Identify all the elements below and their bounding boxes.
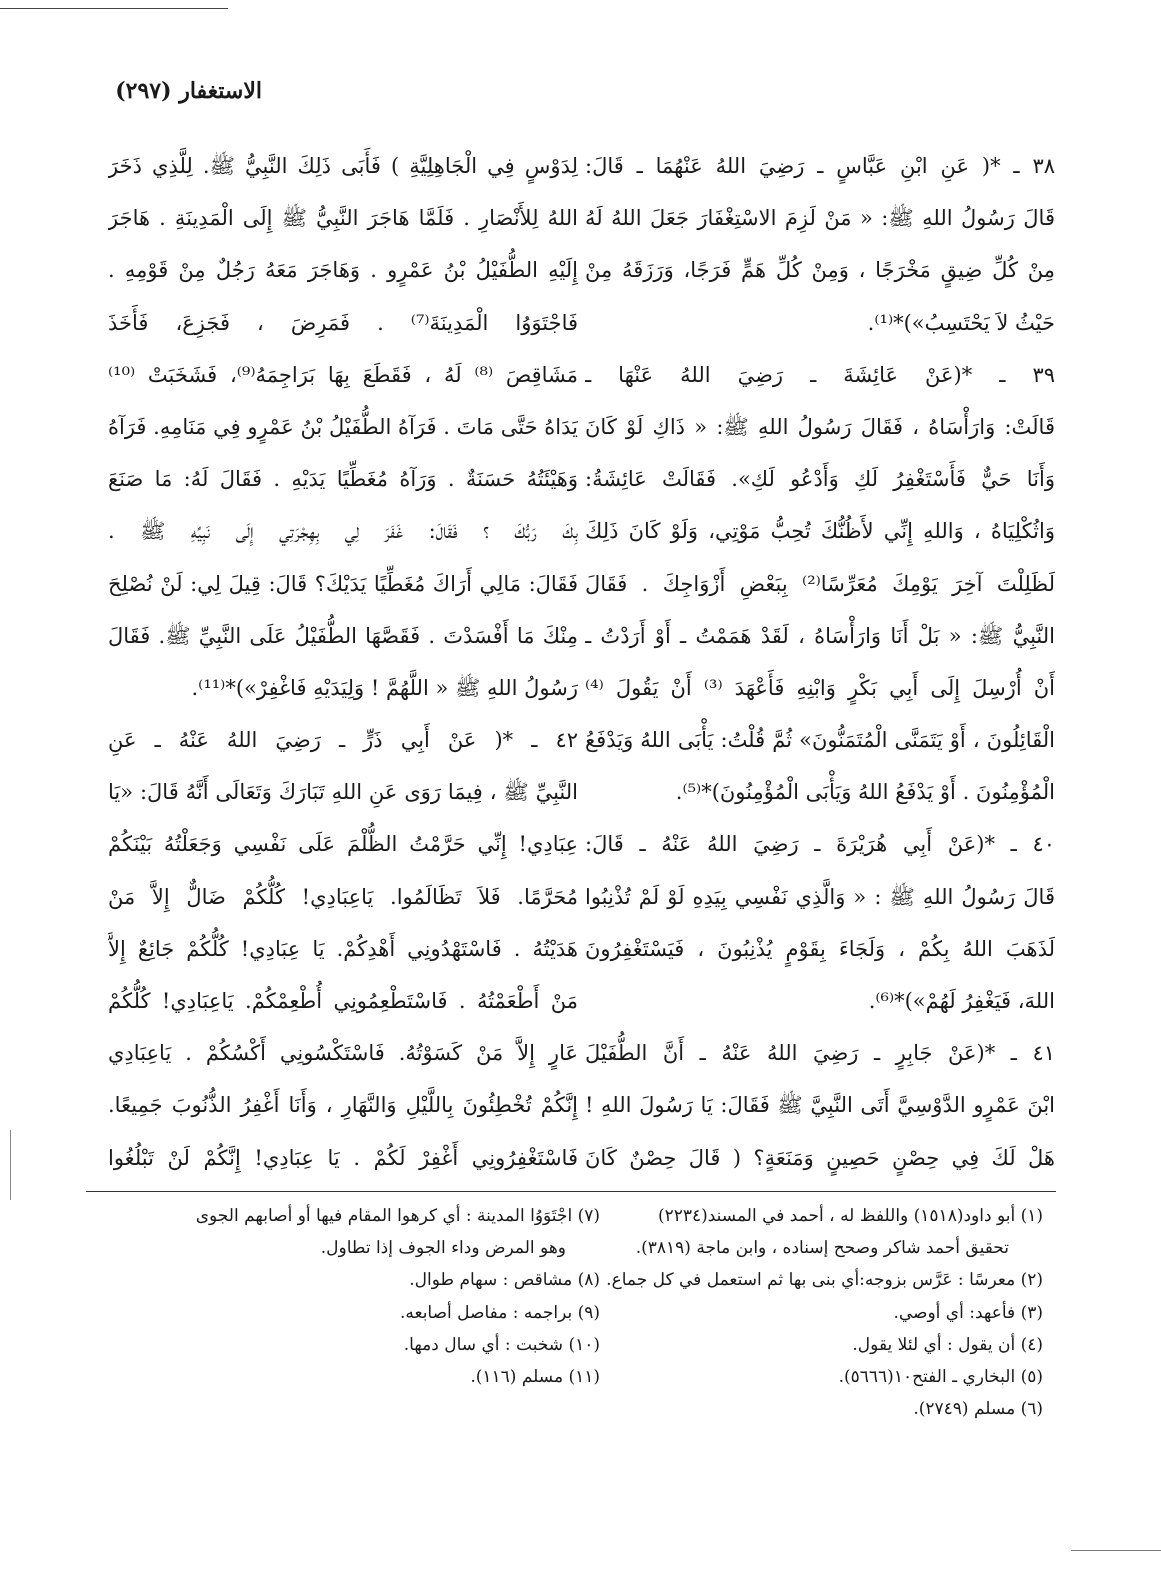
text-line: ٤٢ ـ *( عَنْ أَبِي ذَرٍّ ـ رَضِيَ اللهُ عَنْهُ ـ عَنِ <box>108 728 578 753</box>
text-line: مِنْكَ مَا أَفْسَدْتَ . فَقَصَّهَا الطُّفَيْلُ عَلَى النَّبِيِّ ﷺ. فَقَالَ <box>108 623 578 648</box>
text-line: رَسُولُ اللهِ ﷺ « اللَّهُمَّ ! وَلِيَدَيْهِ فَاغْفِرْ»)*⁽¹¹⁾. <box>191 675 578 700</box>
text-line: يَدَاهُ حَتَّى مَاتَ . فَرَآهُ الطُّفَيْلُ بْنُ عَمْرٍو فِي مَنَامِهِ. فَرَآهُ <box>108 414 578 439</box>
footnote: (١٠) شخبت : أي سال دمها. <box>403 1334 600 1355</box>
text-line: الْمُؤْمِنُونَ . أَوْ يَدْفَعُ اللهُ وَيَأْبَى الْمُؤْمِنُونَ)*⁽⁵⁾. <box>675 780 1055 805</box>
text-line: هَدَيْتُهُ . فَاسْتَهْدُونِي أَهْدِكُمْ. يَا عِبَادِي! كُلُّكُمْ جَائِعٌ إِلاَّ <box>108 936 578 961</box>
footnotes-right <box>573 1200 1043 1425</box>
text-line: قَالَ رَسُولُ اللهِ ﷺ : « وَالَّذِي نَفْسِي بِيَدِهِ لَوْ لَمْ تُذْنِبُوا <box>585 884 1055 909</box>
footnote: (٦) مسلم (٢٧٤٩). <box>913 1399 1043 1420</box>
text-line: هَلْ لَكَ فِي حِصْنٍ حَصِينٍ وَمَنَعَةٍ؟ ( قَالَ حِصْنٌ كَانَ <box>585 1145 1055 1170</box>
text-line: مُحَرَّمًا. فَلاَ تَظَالَمُوا. يَاعِبَادِي! كُلُّكُمْ ضَالٌّ إِلاَّ مَنْ <box>108 884 578 909</box>
text-line: قَالَ رَسُولُ اللهِ ﷺ: « مَنْ لَزِمَ الاسْتِغْفَارَ جَعَلَ اللهُ لَهُ <box>585 206 1055 231</box>
text-line: عَارٍ إِلاَّ مَنْ كَسَوْتُهُ. فَاسْتَكْسُونِي أَكْسُكُمْ . يَاعِبَادِي <box>108 1041 578 1066</box>
footnote: (٢) معرسًا : عَرَّس بزوجه:أي بنى بها ثم استعمل في كل جماع. <box>606 1270 1043 1291</box>
text-line: ابْنَ عَمْرٍو الدَّوْسِيَّ أَتَى النَّبِيَّ ﷺ فَقَالَ: يَا رَسُولَ اللهِ ! <box>585 1093 1055 1118</box>
text-line: وَهَيْئَتُهُ حَسَنَةٌ . وَرَآهُ مُغَطِّيًا يَدَيْهِ . فَقَالَ لَهُ: مَا صَنَعَ <box>108 467 578 492</box>
footnote: (٨) مشاقص : سهام طوال. <box>409 1270 600 1291</box>
text-line: مَنْ أَطْعَمْتُهُ . فَاسْتَطْعِمُونِي أُطْعِمْكُمْ. يَاعِبَادِي! كُلُّكُمْ <box>108 989 578 1013</box>
footnote: (٥) البخاري ـ الفتح١٠(٥٦٦٦). <box>838 1367 1043 1388</box>
page-header: الاستغفار (٢٩٧) <box>115 78 262 104</box>
text-line: ٤١ ـ *(عَنْ جَابِرٍ ـ رَضِيَ اللهُ عَنْهُ ـ أَنَّ الطُّفَيْلَ <box>585 1041 1055 1066</box>
text-line: مِنْ كُلِّ ضِيقٍ مَخْرَجًا ، وَمِنْ كُلِّ هَمٍّ فَرَجًا، وَرَزَقَهُ مِنْ <box>585 258 1055 283</box>
left-column <box>108 140 578 1184</box>
text-line: لَذَهَبَ اللهُ بِكُمْ ، وَلَجَاءَ بِقَوْمٍ يُذْنِبُونَ ، فَيَسْتَغْفِرُونَ <box>585 936 1055 961</box>
text-line: اللهُ لِلأَنْصَارِ . فَلَمَّا هَاجَرَ النَّبِيُّ ﷺ إِلَى الْمَدِينَةِ . هَاجَرَ <box>108 206 578 231</box>
footnote: (٣) فأعهد: أي أوصي. <box>893 1302 1043 1323</box>
footnote-divider <box>86 1191 1056 1192</box>
text-line: ٣٨ ـ *( عَنِ ابْنِ عَبَّاسٍ ـ رَضِيَ اللهُ عَنْهُمَا ـ قَالَ: <box>585 154 1055 178</box>
text-line: لَظَلِلْتَ آخِرَ يَوْمِكَ مُعَرِّسًا⁽²⁾ بِبَعْضِ أَزْوَاجِكَ . فَقَالَ <box>585 571 1055 596</box>
text-line: اللهَ، فَيَغْفِرُ لَهُمْ»)*⁽⁶⁾. <box>868 989 1055 1013</box>
text-line: الْقَائِلُونَ ، أَوْ يَتَمَنَّى الْمُتَمَنُّونَ» ثُمَّ قُلْتُ: يَأْبَى اللهُ وَيَدْفَعُ <box>585 728 1055 753</box>
margin-mark <box>10 1130 11 1200</box>
text-line: أَنْ أُرْسِلَ إِلَى أَبِي بَكْرٍ وَابْنِهِ فَأَعْهَدَ ⁽³⁾ أَنْ يَقُولَ ⁽⁴⁾ <box>585 675 1055 700</box>
text-line: عِبَادِي! إِنِّي حَرَّمْتُ الظُّلْمَ عَلَى نَفْسِي وَجَعَلْتُهُ بَيْنَكُمْ <box>108 832 578 857</box>
text-line: النَّبِيِّ ﷺ ، فِيمَا رَوَى عَنِ اللهِ تَبَارَكَ وَتَعَالَى أَنَّهُ قَالَ: «يَا <box>108 780 578 805</box>
footnote: (٤) أن يقول : أي لئلا يقول. <box>852 1334 1043 1355</box>
footnote: (١١) مسلم (١١٦). <box>470 1367 600 1388</box>
text-line: بِكَ رَبُّكَ ؟ فَقَالَ: غَفَرَ لِي بِهِجْرَتِي إِلَى نَبِيِّهِ ﷺ . <box>108 519 578 544</box>
text-line: فَاسْتَغْفِرُونِي أَغْفِرْ لَكُمْ . يَا عِبَادِي! إِنَّكُمْ لَنْ تَبْلُغُوا <box>108 1145 578 1170</box>
right-column <box>585 140 1055 1184</box>
top-rule <box>0 8 228 9</box>
text-line: قَالَتْ: وَارَأْسَاهُ ، فَقَالَ رَسُولُ اللهِ ﷺ: « ذَاكِ لَوْ كَانَ <box>585 414 1055 439</box>
footnote: (١) أبو داود(١٥١٨) واللفظ له ، أحمد في المسند(٢٢٣٤) <box>657 1206 1043 1226</box>
text-line: مَشَاقِصَ ⁽⁸⁾ لَهُ ، فَقَطَعَ بِهَا بَرَاجِمَهُ⁽⁹⁾، فَشَخَبَتْ ⁽¹⁰⁾ <box>108 362 578 387</box>
footnotes-left <box>130 1200 600 1393</box>
text-line: لِدَوْسٍ فِي الْجَاهِلِيَّةِ ) فَأَبَى ذَلِكَ النَّبِيُّ ﷺ. لِلَّذِي ذَخَرَ <box>108 154 578 178</box>
text-line: النَّبِيُّ ﷺ: « بَلْ أَنَا وَارَأْسَاهُ ، لَقَدْ هَمَمْتُ ـ أَوْ أَرَدْتُ ـ <box>585 623 1055 648</box>
footnote: وهو المرض وداء الجوف إذا تطاول. <box>320 1238 566 1259</box>
text-line: وَأَنَا حَيٌّ فَأَسْتَغْفِرُ لَكِ وَأَدْعُو لَكِ». فَقَالَتْ عَائِشَةُ: <box>585 467 1055 492</box>
text-line: إِلَيْهِ الطُّفَيْلُ بْنُ عَمْرٍو . وَهَاجَرَ مَعَهُ رَجُلٌ مِنْ قَوْمِهِ . <box>108 258 578 283</box>
text-line: حَيْثُ لاَ يَحْتَسِبُ»)*⁽¹⁾. <box>867 310 1055 335</box>
text-line: إِنَّكُمْ تُخْطِئُونَ بِاللَّيْلِ وَالنَّهَارِ ، وَأَنَا أَغْفِرُ الذُّنُوبَ جَمِيعًا. <box>108 1093 578 1118</box>
text-line: ٤٠ ـ *(عَنْ أَبِي هُرَيْرَةَ ـ رَضِيَ اللهُ عَنْهُ ـ قَالَ: <box>585 832 1055 857</box>
text-line: ٣٩ ـ *(عَنْ عَائِشَةَ ـ رَضِيَ اللهُ عَنْهَا ـ <box>585 362 1055 387</box>
text-line: فَاجْتَوَوُا الْمَدِينَةَ⁽⁷⁾ . فَمَرِضَ ، فَجَزِعَ، فَأَخَذَ <box>108 310 578 335</box>
corner-mark <box>1071 1550 1161 1551</box>
text-line: وَاثُكْلِيَاهُ ، وَاللهِ إِنِّي لأَظُنُّكَ تُحِبُّ مَوْتِي، وَلَوْ كَانَ ذَلِكَ <box>585 519 1055 544</box>
footnote: تحقيق أحمد شاكر وصحح إسناده ، وابن ماجة (٣٨١٩). <box>635 1238 1009 1259</box>
text-line: فَقَالَ: مَالِي أَرَاكَ مُغَطِّيًا يَدَيْكَ؟ قَالَ: قِيلَ لِي: لَنْ نُصْلِحَ <box>108 571 578 596</box>
footnote: (٩) براجمه : مفاصل أصابعه. <box>399 1302 600 1323</box>
footnote: (٧) اجْتَوَوُا المدينة : أي كرهوا المقام فيها أو أصابهم الجوى <box>195 1206 600 1226</box>
